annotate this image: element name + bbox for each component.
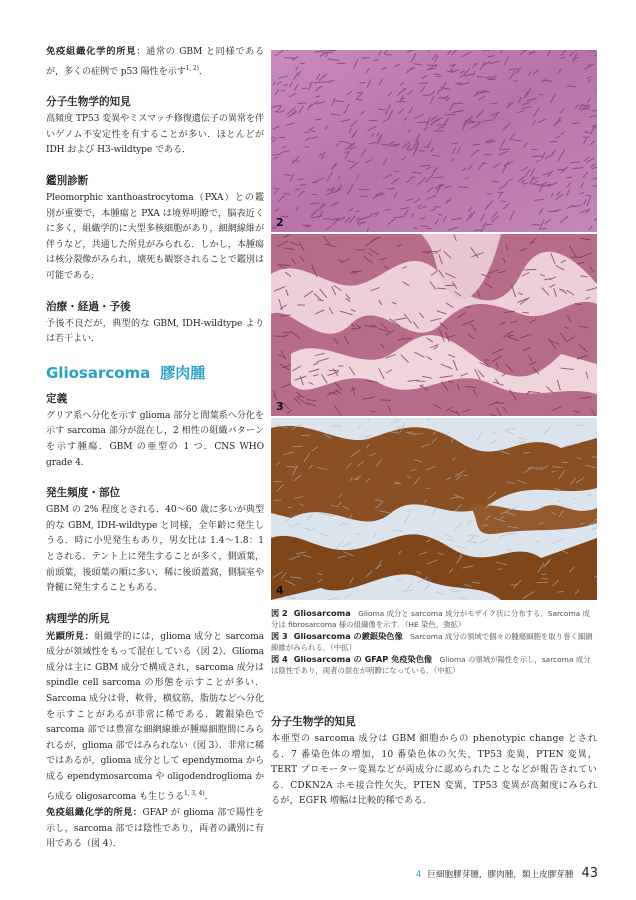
texture-stroke: [437, 76, 442, 77]
texture-stroke: [583, 137, 589, 138]
immuno-paragraph-1: [46, 44, 264, 80]
definition-section: [46, 391, 264, 471]
texture-stroke: [380, 400, 391, 401]
entity-title-en: Gliosarcoma: [46, 363, 151, 382]
silver-stain-micrograph: [271, 234, 597, 416]
caption-text: Glioma 成分と sarcoma 成分がモザイク状に分布する．Sarcoma 成分は fibrosarcoma 様の組織像を示す．（HE 染色，強拡）: [271, 609, 590, 629]
texture-stroke: [592, 111, 597, 112]
texture-stroke: [346, 143, 350, 144]
texture-stroke: [567, 177, 572, 178]
texture-stroke: [423, 95, 428, 96]
texture-stroke: [357, 92, 361, 93]
figure-column: [271, 50, 597, 677]
caption-title: Gliosarcoma の GFAP 免疫染色像: [293, 654, 433, 664]
texture-stroke: [381, 144, 386, 145]
immuno-paragraph-2: [46, 805, 264, 853]
entity-title: [46, 362, 264, 383]
differential-heading: 鑑別診断: [46, 175, 89, 187]
frequency-text: GBM の 2% 程度とされる．40～60 歳に多いが典型的な GBM, IDH-wildtype と同様，全年齢に発生しうる．時に小児発生もあり，男女比は 1.4～1.8：1 とされる．テント上に発生することが多く，側頭葉，前頭葉，後頭葉の順に多い．稀に後頭蓋窩，側脳室や脊髄に発生することもある．: [46, 505, 264, 594]
caption-text: Glioma の領域が陽性を示し，sarcoma 成分は陰性であり，両者の混在が明瞭になっている．（中拡）: [271, 655, 591, 675]
texture-stroke: [323, 52, 333, 53]
frequency-heading: 発生頻度・部位: [46, 487, 121, 500]
texture-stroke: [273, 188, 279, 189]
texture-stroke: [298, 103, 306, 104]
texture-stroke: [514, 81, 518, 82]
texture-stroke: [530, 52, 536, 53]
texture-stroke: [438, 215, 442, 216]
texture-stroke: [283, 332, 293, 333]
texture-stroke: [411, 177, 415, 178]
texture-stroke: [573, 498, 577, 499]
caption-label: 図 3: [271, 631, 288, 641]
page-number: 43: [581, 866, 598, 881]
immuno-label-2: 免疫組織化学的所見：: [46, 807, 143, 819]
caption-text: Sarcoma 成分の領域で個々の腫瘍細胞を取り巻く細網線維がみられる．（中拡）: [271, 632, 593, 652]
figure-number: 2: [276, 216, 284, 229]
treatment-text: 予後不良だが，典型的な GBM, IDH-wildtype よりは若干よい．: [46, 318, 264, 345]
chapter-title: 巨細胞膠芽腫，膠肉腫，類上皮膠芽腫: [427, 870, 574, 880]
texture-stroke: [454, 103, 463, 104]
figure-number: 4: [276, 584, 284, 597]
pathology-heading: 病理学的所見: [46, 612, 110, 625]
texture-stroke: [413, 228, 417, 229]
reference-marker: 1, 3, 4): [183, 789, 205, 797]
texture-stroke: [298, 179, 303, 180]
caption-figure-3: [271, 631, 597, 653]
reference-marker: 1, 2): [185, 64, 199, 72]
treatment-section: [46, 299, 264, 348]
texture-stroke: [305, 132, 309, 133]
caption-figure-2: [271, 608, 597, 630]
definition-text: グリア系へ分化を示す glioma 部分と間葉系へ分化を示す sarcoma 部分が混在し，2 相性の組織パターンを示す腫瘍．GBM の亜型の 1 つ．CNS WHO grade 4.: [46, 410, 264, 468]
texture-stroke: [541, 229, 546, 230]
texture-stroke: [376, 194, 384, 195]
texture-stroke: [310, 131, 315, 132]
texture-stroke: [487, 194, 492, 195]
pathology-section: [46, 611, 264, 853]
texture-stroke: [388, 188, 395, 189]
texture-stroke: [418, 122, 428, 123]
texture-stroke: [452, 143, 458, 144]
texture-stroke: [535, 200, 544, 201]
texture-stroke: [508, 533, 516, 534]
texture-stroke: [586, 195, 591, 196]
immuno-heading-1: 免疫組織化学的所見: [46, 46, 137, 57]
texture-stroke: [465, 121, 473, 122]
texture-stroke: [378, 109, 385, 110]
molbio-text-2: 本亜型の sarcoma 成分は GBM 細胞からの phenotypic change とされる．7 番染色体の増加，10 番染色体の欠失，TP53 変異，PTEN 変異，TERT プロモーター変異などが両成分に認められたことなどが報告されている．CDKN2A ホモ接合性欠失，PTEN 変異，TP53 変異が高頻度にみられるが，EGFR 増幅は比較的稀である．: [271, 734, 597, 807]
he-stain-micrograph: [271, 50, 597, 232]
immuno-text-1: ：通常の GBM と同様であるが，多くの症例で p53 陽性を示す: [46, 47, 264, 77]
molbio-text-1: 高頻度 TP53 変異やミスマッチ修復遺伝子の異常を伴いゲノム不安定性を有することが多い．ほとんどが IDH および H3-wildtype である．: [46, 114, 264, 156]
immuno-text-2: GFAP が glioma 部で陽性を示し，sarcoma 部では陰性であり，両者の識別に有用である（図 4）．: [46, 808, 264, 850]
molbio-heading-1: 分子生物学的知見: [46, 96, 131, 109]
texture-stroke: [284, 58, 294, 59]
texture-stroke: [352, 271, 362, 272]
immuno-section-1: [46, 44, 264, 80]
texture-stroke: [459, 187, 468, 188]
caption-title: Gliosarcoma: [293, 608, 351, 618]
texture-stroke: [593, 186, 597, 187]
treatment-heading: 治療・経過・予後: [46, 300, 131, 313]
texture-stroke: [538, 94, 543, 95]
differential-text: Pleomorphic xanthoastrocytoma（PXA）との鑑別が重要で，本腫瘍と PXA は境界明瞭で，脳表近くに多く，組織学的に大型多核細胞があり，細網線維が伴うなど，共通した所見がみられる．しかし，本腫瘍は核分裂像がみられ，壊死も観察されることで鑑別は可能である．: [46, 193, 264, 281]
light-microscopy-text: 組織学的には，glioma 成分と sarcoma 成分が領域性をもって混在している（図 2）．Glioma 成分は主に GBM 成分で構成され，sarcoma 成分は spindle cell sarcoma の形態を示すことが多い．Sarcoma 成分は骨，軟骨，横紋筋，脂肪などへ分化を示すことがあるが非常に稀である．鍍銀染色で sarcoma 部では豊富な細網線維が腫瘍細胞間にみられるが，glioma 部ではみられない（図 3）．非常に稀ではあるが，glioma 成分として ependymoma から成る ependymosarcoma や oligodendroglioma から成る oligosarcoma も生じうる: [46, 631, 264, 802]
light-microscopy-paragraph: [46, 629, 264, 806]
texture-stroke: [548, 211, 557, 212]
molbio-heading-2: 分子生物学的知見: [271, 716, 356, 728]
figure-captions: [271, 608, 597, 676]
differential-section: [46, 173, 264, 285]
left-column: [46, 44, 264, 867]
period: ．: [204, 791, 214, 802]
texture-stroke: [369, 120, 377, 121]
texture-stroke: [404, 338, 412, 339]
texture-stroke: [524, 269, 537, 270]
chapter-number: 4: [415, 870, 422, 880]
texture-stroke: [477, 77, 484, 78]
frequency-section: [46, 485, 264, 597]
texture-stroke: [427, 65, 437, 66]
caption-title: Gliosarcoma の鍍銀染色像: [293, 631, 403, 641]
period: ．: [198, 66, 208, 77]
page-footer: [416, 866, 598, 881]
molbio-section-2: [271, 714, 597, 810]
gfap-stain-micrograph: [271, 418, 597, 600]
caption-label: 図 2: [271, 608, 288, 618]
texture-stroke: [477, 92, 483, 93]
figure-3-silver-image: [271, 234, 597, 416]
texture-stroke: [484, 154, 491, 155]
figure-number: 3: [276, 400, 284, 413]
definition-heading: 定義: [46, 392, 68, 405]
figure-2-he-image: [271, 50, 597, 232]
texture-stroke: [310, 203, 319, 204]
caption-figure-4: [271, 654, 597, 676]
molbio-section-1: [46, 94, 264, 159]
texture-stroke: [437, 125, 446, 126]
entity-title-jp: 膠肉腫: [160, 363, 206, 382]
light-microscopy-label: 光顕所見：: [46, 630, 95, 642]
caption-label: 図 4: [271, 654, 288, 664]
texture-stroke: [550, 141, 556, 142]
figure-4-gfap-image: [271, 418, 597, 600]
